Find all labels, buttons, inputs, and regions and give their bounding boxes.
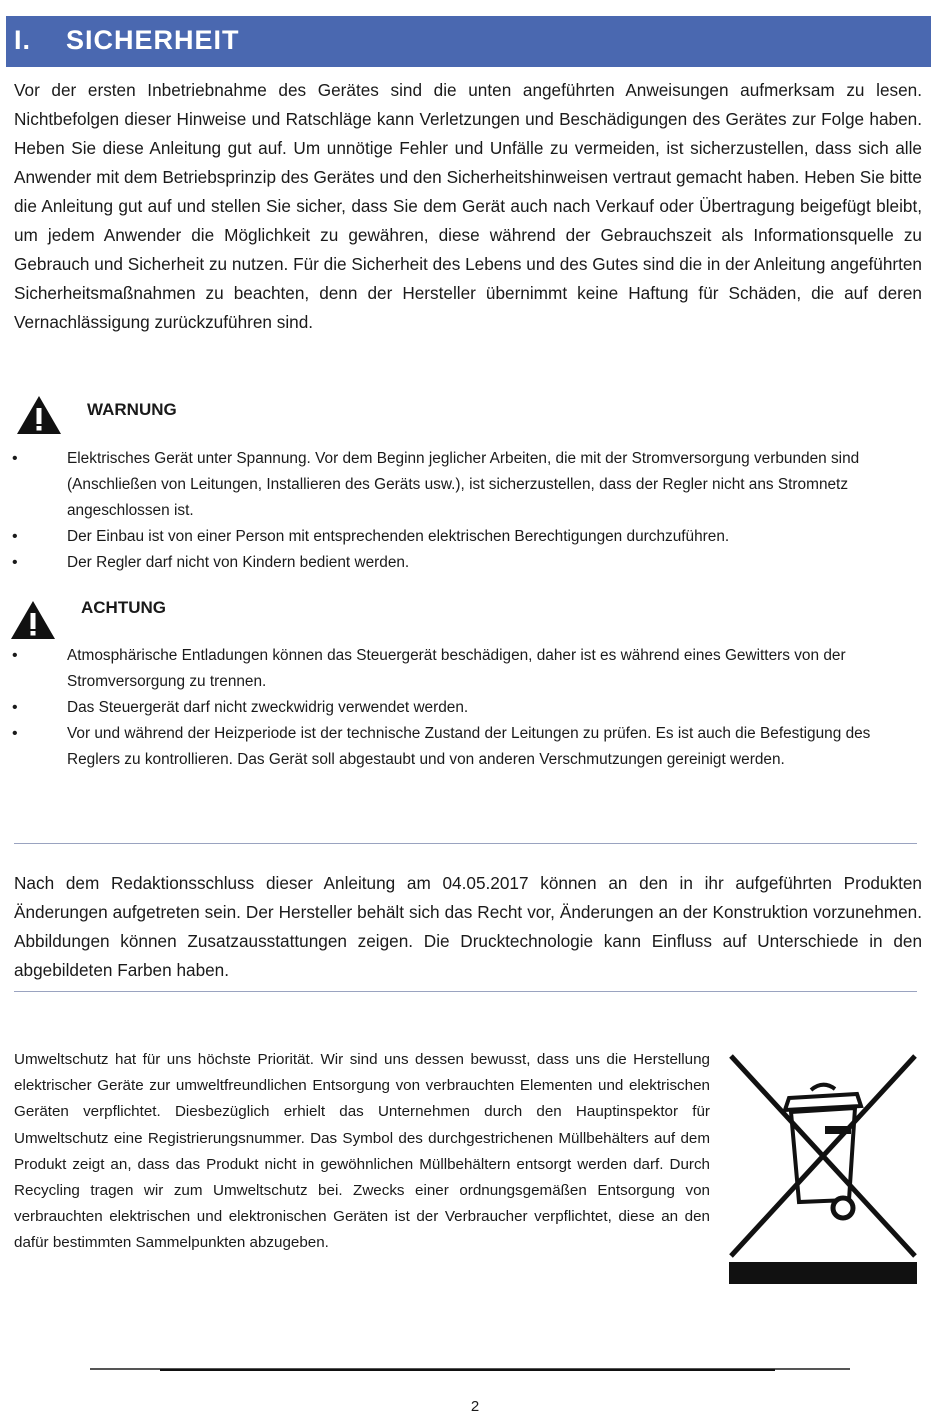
intro-paragraph: Vor der ersten Inbetriebnahme des Gerätes sind die unten angeführten Anweisungen aufmerksam zu lesen. Nichtbefolgen dieser Hinweise und Ratschläge kann Verletzungen und Beschädigungen des Gerätes zur Folge haben. Heben Sie diese Anleitung gut auf. Um unnötige Fehler und Unfälle zu vermeiden, ist sicherzustellen, dass sich alle Anwender mit dem Betriebsprinzip des Gerätes und den Sicherheitshinweisen vertraut gemacht haben. Heben Sie bitte die Anleitung gut auf und stellen Sie sicher, dass Sie dem Gerät auch nach Verkauf oder Übertragung beigefügt bleibt, um jedem Anwender die Möglichkeit zu gewähren, diese während der Gebrauchszeit als Informationsquelle zu Gebrauch und Sicherheit zu nutzen. Für die Sicherheit des Lebens und des Gutes sind die in der Anleitung angeführten Sicherheitsmaßnahmen zu beachten, denn der Hersteller übernimmt keine Haftung für Schäden, die auf deren Vernachlässigung zurückzuführen sind.: [14, 80, 922, 332]
caution-heading: ACHTUNG: [81, 598, 166, 617]
warning-list: [12, 446, 908, 576]
environment-paragraph: Umweltschutz hat für uns höchste Priorität. Wir sind uns dessen bewusst, dass uns die Herstellung elektrischer Geräte zur umweltfreundlichen Entsorgung von verbrauchten Elementen und elektrischen Geräten verpflichtet. Diesbezüglich erhielt das Unternehmen durch den Hauptinspektor für Umweltschutz eine Registrierungsnummer. Das Symbol des durchgestrichenen Müllbehälters auf dem Produkt zeigt an, dass das Produkt nicht in gewöhnlichen Müllbehältern entsorgt werden darf. Durch Recycling tragen wir zum Umweltschutz bei. Zwecks einer ordnungsgemäßen Entsorgung von verbrauchten elektrischen und elektronischen Geräten ist der Verbraucher verpflichtet, diese an den dafür bestimmten Sammelpunkten abzugeben.: [14, 1051, 710, 1252]
bullet-icon: •: [12, 554, 18, 571]
bullet-icon: •: [12, 647, 18, 664]
list-item: • Vor und während der Heizperiode ist der technische Zustand der Leitungen zu prüfen. Es ist auch die Befestigung des Reglers zu kontrollieren. Das Gerät soll abgestaubt und von anderen Verschmutzungen gereinigt werden.: [15, 721, 908, 773]
list-item: • Atmosphärische Entladungen können das Steuergerät beschädigen, daher ist es während eines Gewitters von der Stromversorgung zu trennen.: [15, 643, 908, 695]
warning-heading: WARNUNG: [87, 400, 177, 419]
bullet-icon: •: [12, 528, 18, 545]
section-title: SICHERHEIT: [66, 25, 240, 55]
section-number: I.: [14, 25, 32, 55]
list-item: • Das Steuergerät darf nicht zweckwidrig verwendet werden.: [15, 695, 908, 721]
notice-paragraph: Nach dem Redaktionsschluss dieser Anleitung am 04.05.2017 können an den in ihr aufgeführten Produkten Änderungen aufgetreten sein. Der Hersteller behält sich das Recht vor, Änderungen an der Konstruktion vorzunehmen. Abbildungen können Zusatzausstattungen zeigen. Die Drucktechnologie kann Einfluss auf Unterschiede in den abgebildeten Farben haben.: [14, 873, 922, 980]
caution-triangle-icon: [10, 600, 56, 640]
caution-list: [12, 643, 908, 773]
list-item: • Der Regler darf nicht von Kindern bedient werden.: [15, 550, 908, 576]
list-item: • Elektrisches Gerät unter Spannung. Vor dem Beginn jeglicher Arbeiten, die mit der Stromversorgung verbunden sind (Anschließen von Leitungen, Installieren des Geräts usw.), ist sicherzustellen, dass der Regler nicht ans Stromnetz angeschlossen ist.: [15, 446, 908, 524]
section-header: [6, 16, 931, 67]
bullet-icon: •: [12, 450, 18, 467]
warning-triangle-icon: [16, 395, 62, 435]
crossed-out-wheelie-bin-icon: [727, 1050, 919, 1285]
divider: [14, 991, 917, 992]
footer-rule-dark: [160, 1369, 775, 1371]
page-number: 2: [470, 1398, 480, 1415]
bullet-icon: •: [12, 725, 18, 742]
divider: [14, 843, 917, 844]
bullet-icon: •: [12, 699, 18, 716]
list-item: • Der Einbau ist von einer Person mit entsprechenden elektrischen Berechtigungen durchzuführen.: [15, 524, 908, 550]
